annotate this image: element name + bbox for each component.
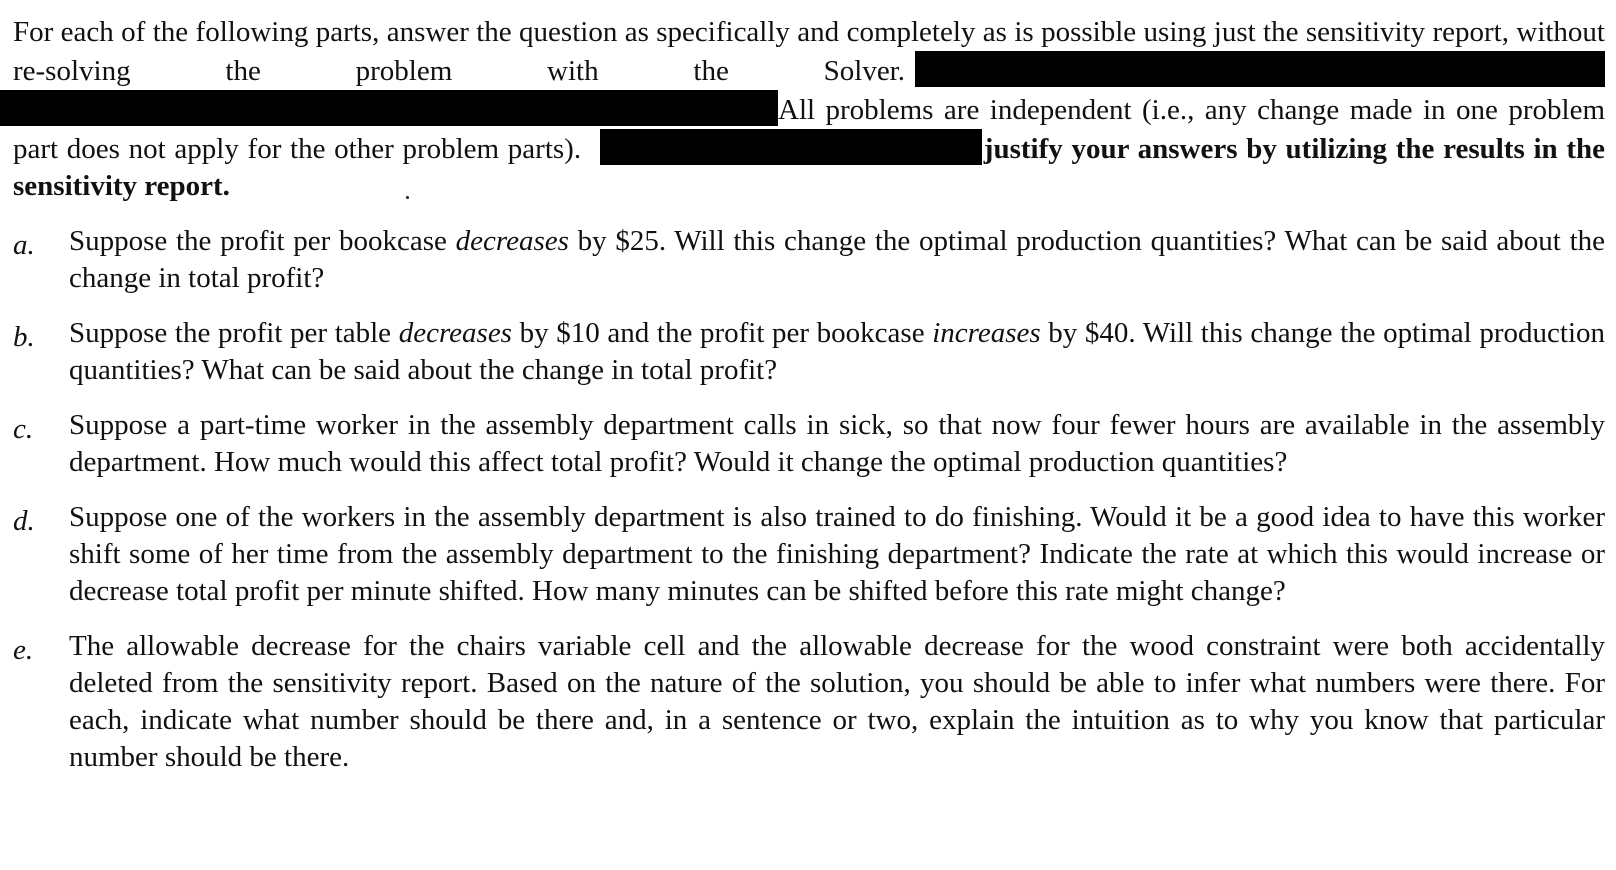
- question-letter: d.: [13, 505, 35, 537]
- question-text-segment: Suppose the profit per bookcase: [69, 225, 456, 257]
- redaction-bar-2: [0, 90, 778, 126]
- stray-dot: [406, 196, 409, 199]
- question-list: [13, 223, 1605, 776]
- question-text: The allowable decrease for the chairs variable cell and the allowable decrease for the wood constraint were both accidentally deleted from the sensitivity report. Based on the nature of the solution, you should be able to infer what numbers were there. For each, indicate what number should be there and, in a sentence or two, explain the intuition as to why you know that particular number should be there.: [69, 630, 1605, 773]
- question-letter: c.: [13, 413, 34, 445]
- question-text-segment: Suppose the profit per table: [69, 317, 399, 349]
- redaction-bar-1: [915, 51, 1605, 87]
- question-item-c: [13, 407, 1605, 481]
- question-text: [69, 315, 1605, 389]
- question-text: Suppose one of the workers in the assembly department is also trained to do finishing. Would it be a good idea to have this worker shift some of her time from the assembly department to the finishing department? Indicate the rate at which this would increase or decrease total profit per minute shifted. How many minutes can be shifted before this rate might change?: [69, 501, 1605, 607]
- question-item-b: [13, 315, 1605, 389]
- intro-bold-instruction: justify your answers by utilizing the results in the sensitivity report.: [13, 133, 1605, 202]
- intro-text-1: For each of the following parts, answer the question as specifically and completely as is possible using just the sensitivity report, without re-solving the problem with the Solver.: [13, 16, 1605, 87]
- question-text: [69, 223, 1605, 297]
- question-emphasis: increases: [932, 317, 1041, 349]
- question-text: Suppose a part-time worker in the assembly department calls in sick, so that now four fewer hours are available in the assembly department. How much would this affect total profit? Would it change the optimal production quantities?: [69, 409, 1605, 478]
- question-item-a: [13, 223, 1605, 297]
- question-text-segment: by $40. Will this change the optimal production quantities? What can be said about the change in total profit?: [69, 317, 1606, 386]
- question-letter: e.: [13, 634, 34, 666]
- intro-paragraph: [13, 14, 1605, 205]
- question-emphasis: decreases: [398, 317, 512, 349]
- document-page: [13, 14, 1605, 794]
- question-text-segment: by $10 and the profit per bookcase: [511, 317, 933, 349]
- redaction-bar-3: [600, 129, 982, 165]
- question-emphasis: decreases: [455, 225, 569, 257]
- intro-text-2: All problems are independent (i.e., any change made in one problem part does not apply for the other problem parts).: [13, 94, 1605, 165]
- question-text-segment: by $25. Will this change the optimal production quantities? What can be said about the change in total profit?: [69, 225, 1605, 294]
- question-letter: b.: [13, 321, 35, 353]
- question-item-e: [13, 628, 1605, 776]
- question-letter: a.: [13, 229, 35, 261]
- question-item-d: [13, 499, 1605, 610]
